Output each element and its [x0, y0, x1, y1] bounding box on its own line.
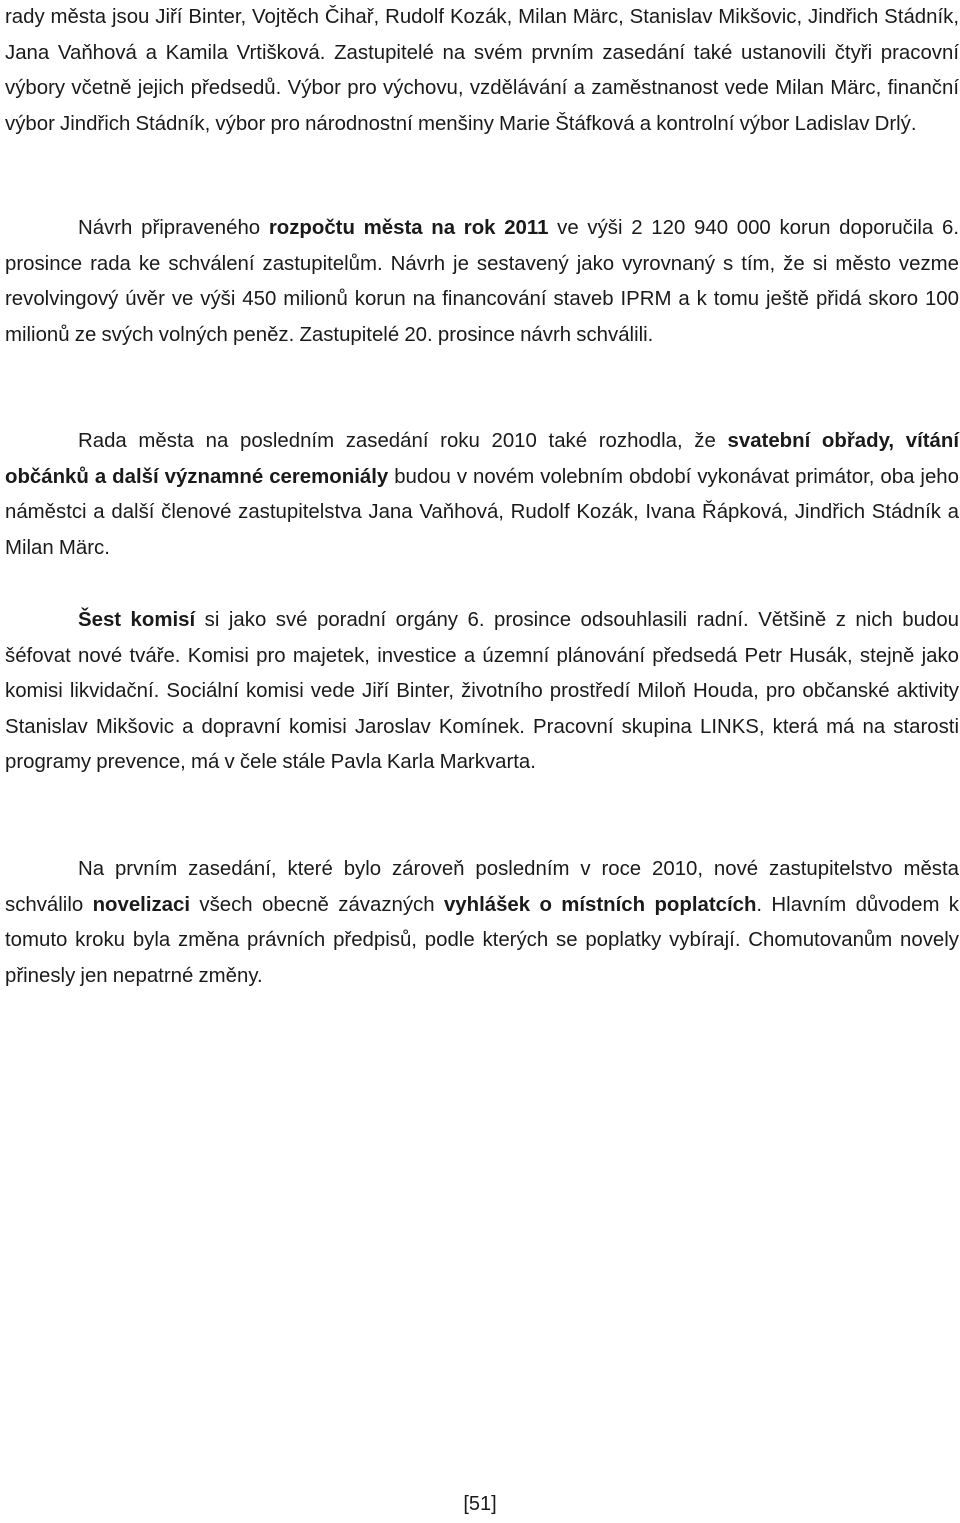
- page-number: [51]: [463, 1493, 497, 1515]
- paragraph-text: Na prvním zasedání, které bylo zároveň posledním v roce 2010, nové zastupitelstvo města schválilo: [5, 858, 959, 916]
- paragraph-commissions: [5, 603, 959, 781]
- bold-phrase: svatební obřady, vítání občánků a další významné ceremoniály: [5, 430, 959, 488]
- paragraph-fees: [5, 852, 959, 994]
- paragraph-budget: [5, 211, 959, 353]
- bold-phrase: vyhlášek o místních poplatcích: [443, 893, 757, 916]
- paragraph-text: si jako své poradní orgány 6. prosince odsouhlasili radní. Většině z nich budou šéfovat nové tváře. Komisi pro majetek, investice a územní plánování předsedá Petr Husák, stejně jako komisi likvidační. Sociální komisi vede Jiří Binter, životního prostředí Miloň Houda, pro občanské aktivity Stanislav Mikšovic a dopravní komisi Jaroslav Komínek. Pracovní skupina LINKS, která má na starosti programy prevence, má v čele stále Pavla Karla Markvarta.: [5, 609, 959, 774]
- bold-phrase: novelizaci: [92, 893, 191, 916]
- bold-phrase: Šest komisí: [78, 609, 196, 631]
- paragraph-text: rady města jsou Jiří Binter, Vojtěch Čihař, Rudolf Kozák, Milan Märc, Stanislav Mikšovic, Jindřich Stádník, Jana Vaňhová a Kamila Vrtišková. Zastupitelé na svém prvním zasedání také ustanovili čtyři pracovní výbory včetně jejich předsedů. Výbor pro výchovu, vzdělávání a zaměstnanost vede Milan Märc, finanční výbor Jindřich Stádník, výbor pro národnostní menšiny Marie Štáfková a kontrolní výbor Ladislav Drlý.: [5, 6, 959, 135]
- paragraph-ceremonies: [5, 424, 959, 566]
- paragraph-text: . Hlavním důvodem k tomuto kroku byla změna právních předpisů, podle kterých se poplatky vybírají. Chomutovanům novely přinesly jen nepatrné změny.: [5, 893, 959, 987]
- paragraph-text: ve výši 2 120 940 000 korun doporučila 6. prosince rada ke schválení zastupitelům. Návrh je sestavený jako vyrovnaný s tím, že si město vezme revolvingový úvěr ve výši 450 milionů korun na financování staveb IPRM a k tomu ještě přidá skoro 100 milionů ze svých volných peněz. Zastupitelé 20. prosince návrh schválili.: [5, 217, 959, 346]
- paragraph-council-members: [5, 0, 959, 142]
- bold-phrase: rozpočtu města na rok 2011: [268, 217, 549, 239]
- paragraph-text: budou v novém volebním období vykonávat primátor, oba jeho náměstci a další členové zastupitelstva Jana Vaňhová, Rudolf Kozák, Ivana Řápková, Jindřich Stádník a Milan Märc.: [5, 465, 959, 559]
- paragraph-text: Rada města na posledním zasedání roku 2010 také rozhodla, že: [78, 430, 728, 452]
- paragraph-text: Návrh připraveného: [78, 217, 269, 239]
- paragraph-text: všech obecně závazných: [190, 893, 444, 916]
